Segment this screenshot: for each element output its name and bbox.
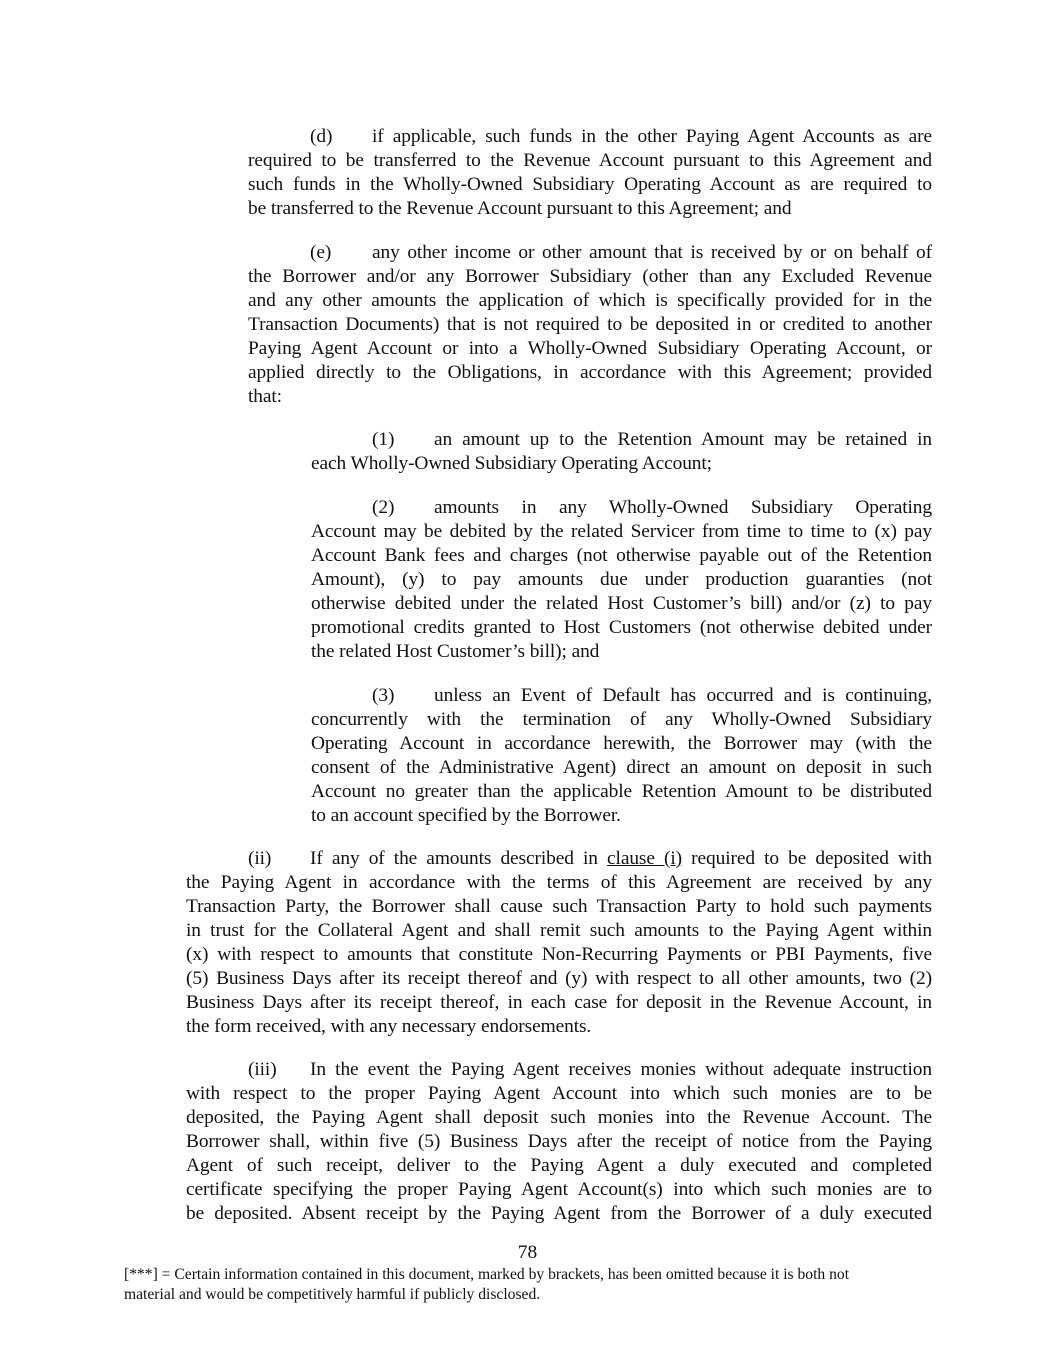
subparagraph-2: (2) amounts in any Wholly-Owned Subsidiary Operating Account may be debited by the related Servicer from time to time to (x) pay Account Bank fees and charges (not otherwise payable out of the Retention Amount), (y) to pay amounts due under production guaranties (not otherwise debited under the related Host Customer’s bill) and/or (z) to pay promotional credits granted to Host Customers (not otherwise debited under the related Host Customer’s bill); and <box>311 497 932 662</box>
paragraph-label: (e) <box>310 242 332 263</box>
paragraph-label: (iii) <box>248 1059 277 1080</box>
paragraph-label: (d) <box>310 126 333 147</box>
paragraph-label: (ii) <box>248 848 272 869</box>
paragraph-d: (d) if applicable, such funds in the other Paying Agent Accounts as are required to be transferred to the Revenue Account pursuant to this Agreement and such funds in the Wholly-Owned Subsidiary Operating Account as are required to be transferred to the Revenue Account pursuant to this Agreement; and <box>248 126 932 219</box>
paragraph-label: (2) <box>372 497 395 518</box>
paragraph-ii: (ii) If any of the amounts described in clause (i) required to be deposited with the Paying Agent in accordance with the terms of this Agreement are received by any Transaction Party, the Borrower shall cause such Transaction Party to hold such payments in trust for the Collateral Agent and shall remit such amounts to the Paying Agent within (x) with respect to amounts that constitute Non-Recurring Payments or PBI Payments, five (5) Business Days after its receipt thereof and (y) with respect to all other amounts, two (2) Business Days after its receipt thereof, in each case for deposit in the Revenue Account, in the form received, with any necessary endorsements. <box>186 848 933 1037</box>
paragraph-label: (1) <box>372 429 395 450</box>
paragraph-e: (e) any other income or other amount that is received by or on behalf of the Borrower and/or any Borrower Subsidiary (other than any Excluded Revenue and any other amounts the application of which is specifically provided for in the Transaction Documents) that is not required to be deposited in or credited to another Paying Agent Account or into a Wholly-Owned Subsidiary Operating Account, or applied directly to the Obligations, in accordance with this Agreement; provided that: <box>248 242 932 407</box>
paragraph-label: (3) <box>372 685 395 706</box>
subparagraph-3: (3) unless an Event of Default has occurred and is continuing, concurrently with the termination of any Wholly-Owned Subsidiary Operating Account in accordance herewith, the Borrower may (with the consent of the Administrative Agent) direct an amount on deposit in such Account no greater than the applicable Retention Amount to be distributed to an account specified by the Borrower. <box>311 685 932 826</box>
clause-i-reference: clause (i) <box>607 848 683 869</box>
paragraph-iii: (iii) In the event the Paying Agent receives monies without adequate instruction with respect to the proper Paying Agent Account into which such monies are to be deposited, the Paying Agent shall deposit such monies into the Revenue Account. The Borrower shall, within five (5) Business Days after the receipt of notice from the Paying Agent of such receipt, deliver to the Paying Agent a duly executed and completed certificate specifying the proper Paying Agent Account(s) into which such monies are to be deposited. Absent receipt by the Paying Agent from the Borrower of a duly executed <box>186 1059 932 1224</box>
page-number: 78 <box>517 1242 538 1263</box>
subparagraph-1: (1) an amount up to the Retention Amount may be retained in each Wholly-Owned Subsidiary Operating Account; <box>311 429 932 474</box>
confidentiality-footnote: [***] = Certain information contained in this document, marked by brackets, has been omitted because it is both not material and would be competitively harmful if publicly disclosed. <box>124 1266 850 1303</box>
